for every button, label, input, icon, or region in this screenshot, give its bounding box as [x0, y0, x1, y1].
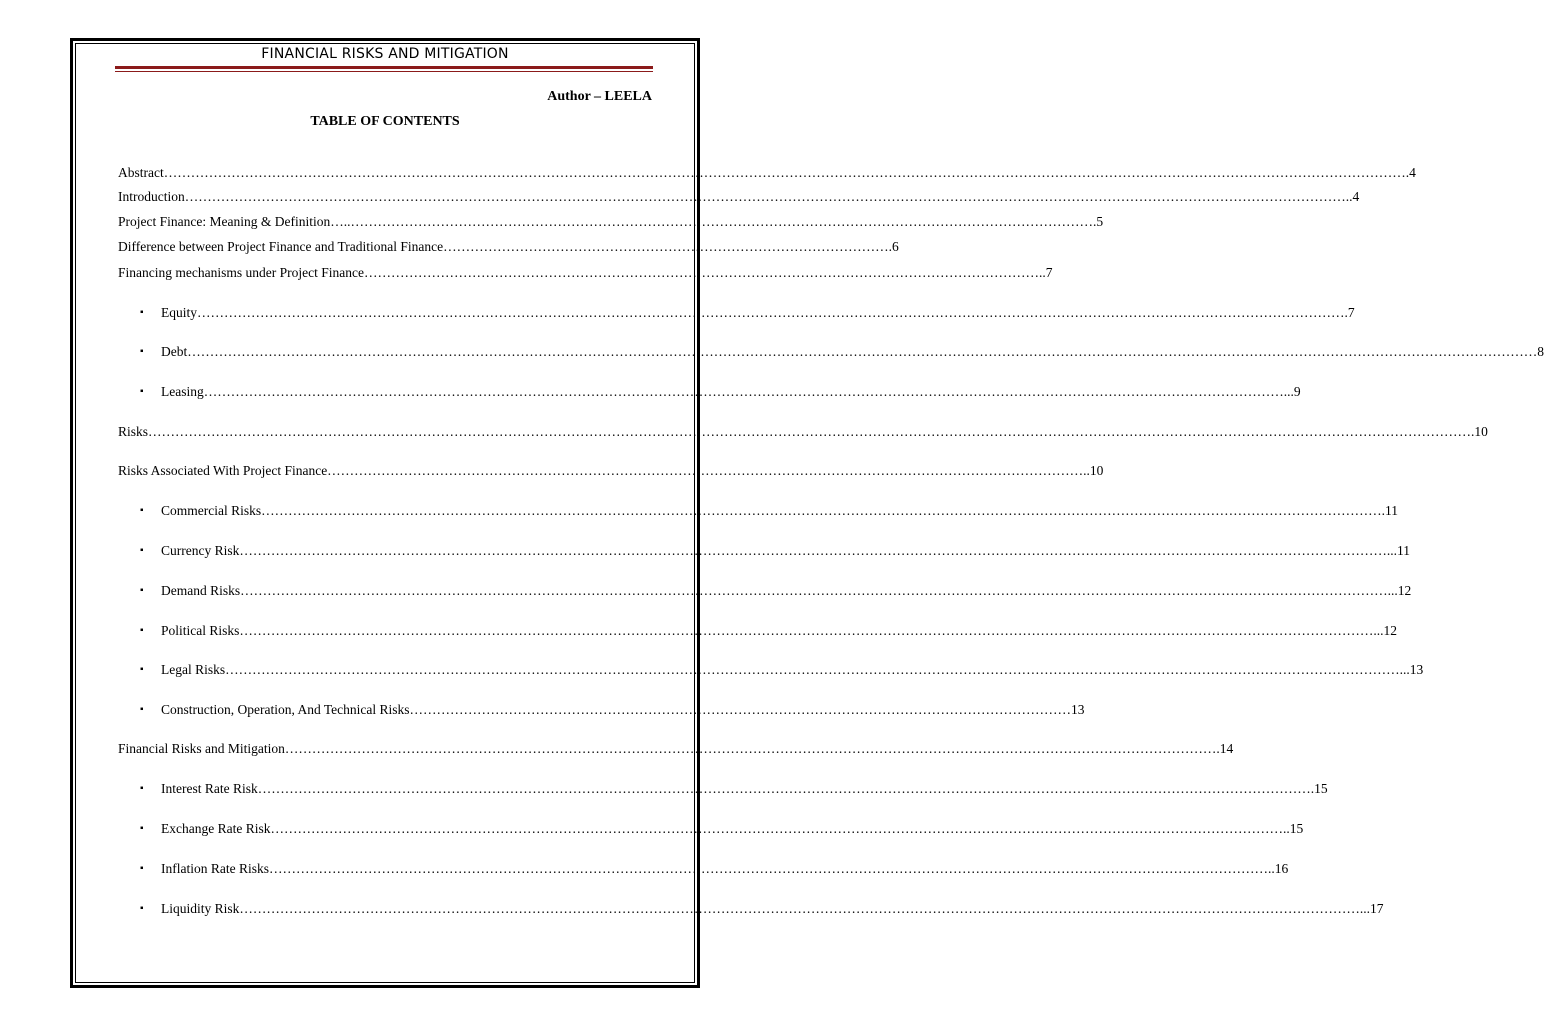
toc-heading: TABLE OF CONTENTS: [310, 114, 460, 129]
running-header: FINANCIAL RISKS AND MITIGATION: [261, 46, 509, 62]
toc-entry-text: Debt…………………………………………………………………………………………………………………………………………………………………………………………………………………………………………………………………………8: [161, 344, 1544, 359]
toc-subentry: [140, 582, 1412, 600]
toc-entry-text: Currency Risk…………………………………………………………………………………………………………………………………………………………………………………………………………………………………...11: [161, 543, 1410, 558]
toc-subentry: [140, 900, 1384, 918]
toc-entry-text: Financial Risks and Mitigation……………………………………………………………………………………………………………………………………………………………………………………….14: [118, 741, 1234, 756]
square-bullet-icon: ▪: [140, 664, 144, 675]
toc-subentry: [140, 502, 1398, 520]
toc-subentry: [140, 780, 1328, 798]
toc-entry-text: Commercial Risks…………………………………………………………………………………………………………………………………………………………………………………………………………………………….11: [161, 503, 1398, 518]
square-bullet-icon: ▪: [140, 863, 144, 874]
toc-entry-text: Abstract…………………………………………………………………………………………………………………………………………………………………………………………………………………………………………………….4: [118, 165, 1416, 180]
toc-entry-text: Financing mechanisms under Project Finance……………………………………………………………………………………………………………………………………..7: [118, 265, 1053, 280]
toc-subentry: [140, 304, 1355, 322]
square-bullet-icon: ▪: [140, 823, 144, 834]
toc-entry-text: Risks…………………………………………………………………………………………………………………………………………………………………………………………………………………………………………………………………….10: [118, 424, 1488, 439]
toc-entry-text: Inflation Rate Risks……………………………………………………………………………………………………………………………………………………………………………………………………..16: [161, 861, 1289, 876]
toc-entry: [118, 213, 1104, 231]
toc-subentry: [140, 701, 1085, 719]
toc-subentry: [140, 383, 1301, 401]
toc-entry: [118, 238, 899, 256]
toc-entry: [118, 462, 1104, 480]
square-bullet-icon: ▪: [140, 505, 144, 516]
toc-entry-text: Difference between Project Finance and Traditional Finance……………………………………………………………………………………….6: [118, 239, 899, 254]
square-bullet-icon: ▪: [140, 704, 144, 715]
toc-entry-text: Demand Risks…………………………………………………………………………………………………………………………………………………………………………………………………………………………………...12: [161, 583, 1412, 598]
toc-entry-text: Construction, Operation, And Technical Risks…………………………………………………………………………………………………………………………………13: [161, 702, 1085, 717]
square-bullet-icon: ▪: [140, 346, 144, 357]
toc-entry: [118, 740, 1234, 758]
toc-entry-text: Exchange Rate Risk………………………………………………………………………………………………………………………………………………………………………………………………………..15: [161, 821, 1304, 836]
toc-entry: [118, 264, 1053, 282]
square-bullet-icon: ▪: [140, 307, 144, 318]
header-rule-thick: [115, 66, 653, 69]
square-bullet-icon: ▪: [140, 903, 144, 914]
square-bullet-icon: ▪: [140, 386, 144, 397]
toc-entry-text: Equity………………………………………………………………………………………………………………………………………………………………………………………………………………………………….7: [161, 305, 1355, 320]
toc-entry: [118, 164, 1416, 182]
toc-entry-text: Risks Associated With Project Finance……………………………………………………………………………………………………………………………………………………..10: [118, 463, 1104, 478]
toc-entry-text: Leasing……………………………………………………………………………………………………………………………………………………………………………………………………………………...9: [161, 384, 1301, 399]
toc-entry-text: Political Risks………………………………………………………………………………………………………………………………………………………………………………………………………………………………...12: [161, 623, 1398, 638]
toc-entry-text: Project Finance: Meaning & Definition…..………………………………………………………………………………………………………………………………………………….5: [118, 214, 1104, 229]
toc-subentry: [140, 343, 1544, 361]
square-bullet-icon: ▪: [140, 783, 144, 794]
header-rule-thin: [115, 71, 653, 72]
toc-subentry: [140, 820, 1304, 838]
toc-entry-text: Introduction……………………………………………………………………………………………………………………………………………………………………………………………………………………………………..4: [118, 189, 1360, 204]
square-bullet-icon: ▪: [140, 585, 144, 596]
toc-subentry: [140, 622, 1398, 640]
square-bullet-icon: ▪: [140, 545, 144, 556]
toc-subentry: [140, 542, 1410, 560]
square-bullet-icon: ▪: [140, 625, 144, 636]
toc-entry: [118, 423, 1488, 441]
toc-entry-text: Interest Rate Risk……………………………………………………………………………………………………………………………………………………………………………………………………………….15: [161, 781, 1328, 796]
toc-entry-text: Legal Risks………………………………………………………………………………………………………………………………………………………………………………………………………………………………………...13: [161, 662, 1424, 677]
toc-subentry: [140, 661, 1424, 679]
toc-entry-text: Liquidity Risk……………………………………………………………………………………………………………………………………………………………………………………………………………………………...17: [161, 901, 1384, 916]
author-line: Author – LEELA: [547, 89, 652, 104]
toc-subentry: [140, 860, 1289, 878]
toc-entry: [118, 188, 1360, 206]
